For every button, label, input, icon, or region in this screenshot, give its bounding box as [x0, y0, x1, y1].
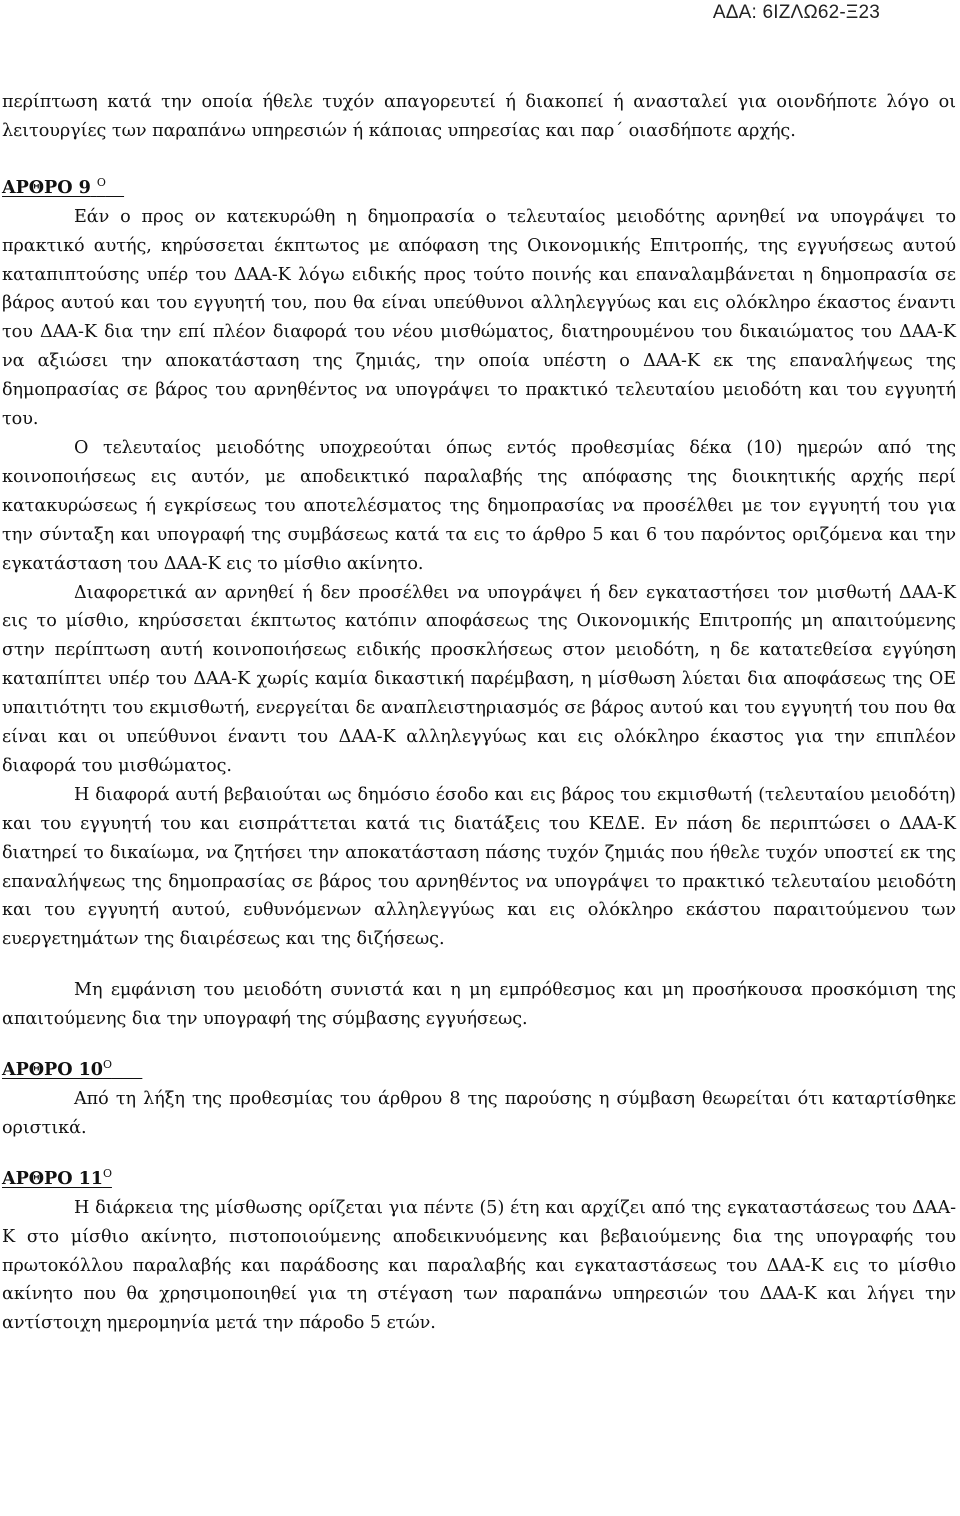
article-11-title: ΑΡΘΡΟ 11 — [2, 1167, 103, 1189]
article-11-paragraph-1: Η διάρκεια της μίσθωσης ορίζεται για πέντε (5) έτη και αρχίζει από της εγκαταστάσεως του ΔΑΑ-Κ στο μίσθιο ακίνητο, πιστοποιούμενης αποδεικνυόμενης και βεβαιούμενης δια της υπογραφής του πρωτοκόλλου παραλαβής και παράδοσης και παραλαβής και εγκαταστάσεως του ΔΑΑ-Κ εις το μίσθιο ακίνητο που θα χρησιμοποιηθεί για τη στέγαση των παραπάνω υπηρεσιών του ΔΑΑ-Κ και λήγει την αντίστοιχη ημερομηνία μετά την πάροδο 5 ετών. — [2, 1197, 956, 1334]
article-9-ordinal: Ο — [96, 175, 106, 189]
document-body — [2, 88, 956, 1338]
article-9-paragraph-1: Εάν ο προς ον κατεκυρώθη η δημοπρασία ο τελευταίος μειοδότης αρνηθεί να υπογράψει το πρακτικό αυτής, κηρύσσεται έκπτωτος με απόφαση της Οικονομικής Επιτροπής, της εγγυήσεως αυτού καταπιπτούσης υπέρ του ΔΑΑ-Κ λόγω ειδικής προς τούτο ποινής και επαναλαμβάνεται η δημοπρασία σε βάρος αυτού και του εγγυητή του, που θα είναι υπεύθυνοι αλληλεγγύως και εις ολόκληρο έκαστος έναντι του ΔΑΑ-Κ δια την επί πλέον διαφορά του νέου μισθώματος, διατηρουμένου του δικαιώματος του ΔΑΑ-Κ να αξιώσει την αποκατάσταση της ζημιάς, την οποία υπέστη ο ΔΑΑ-Κ εκ της επαναλήψεως της δημοπρασίας σε βάρος του αρνηθέντος να υπογράψει το πρακτικό τελευταίου μειοδότη και του εγγυητή του. — [2, 206, 956, 430]
spacer — [2, 146, 956, 174]
article-9-paragraph-3: Διαφορετικά αν αρνηθεί ή δεν προσέλθει να υπογράψει ή δεν εγκαταστήσει τον μισθωτή ΔΑΑ-Κ εις το μίσθιο, κηρύσσεται έκπτωτος κατόπιν αποφάσεως της Οικονομικής Επιτροπής μη απαιτούμενης στην περίπτωση αυτή κοινοποιήσεως ειδικής προσκλήσεως στον μειοδότη, η δε κατατεθείσα εγγύηση καταπίπτει υπέρ του ΔΑΑ-Κ χωρίς καμία δικαστική παρέμβαση, η μίσθωση λύεται δια αποφάσεως της ΟΕ υπαιτιότητι του εκμισθωτή, ενεργείται δε αναπλειστηριασμός σε βάρος αυτού και του εγγυητή του που θα είναι και οι υπεύθυνοι έναντι του ΔΑΑ-Κ αλληλεγγύως και εις ολόκληρο έκαστος για την επιπλέον διαφορά του μισθώματος. — [2, 582, 956, 776]
article-10-ordinal: Ο — [102, 1058, 112, 1072]
article-10-heading — [2, 1056, 956, 1085]
article-9-paragraph-2: Ο τελευταίος μειοδότης υποχρεούται όπως εντός προθεσμίας δέκα (10) ημερών από της κοινοποιήσεως εις αυτόν, με αποδεικτικό παραλαβής της απόφασης της διοικητικής αρχής περί κατακυρώσεως ή εγκρίσεως του αποτελέσματος της δημοπρασίας να προσέλθει με τον εγγυητή του για την σύνταξη και υπογραφή της συμβάσεως κατά τα εις το άρθρο 5 και 6 του παρόντος οριζόμενα και την εγκατάσταση του ΔΑΑ-Κ εις το μίσθιο ακίνητο. — [2, 437, 956, 574]
spacer — [2, 1034, 956, 1056]
article-9-title-underlined — [2, 177, 124, 198]
article-9-paragraph-5: Μη εμφάνιση του μειοδότη συνιστά και η μη εμπρόθεσμος και μη προσήκουσα προσκόμιση της απαιτούμενης δια την υπογραφή της σύμβασης εγγυήσεως. — [2, 980, 956, 1030]
article-10-paragraph-1: Από τη λήξη της προθεσμίας του άρθρου 8 της παρούσης η σύμβαση θεωρείται ότι καταρτίσθηκε οριστικά. — [2, 1089, 956, 1138]
article-9-heading — [2, 174, 956, 203]
article-9-paragraph-4: Η διαφορά αυτή βεβαιούται ως δημόσιο έσοδο και εις βάρος του εκμισθωτή (τελευταίου μειοδότη) και του εγγυητή του και εισπράττεται κατά τις διατάξεις του ΚΕΔΕ. Εν πάση δε περιπτώσει ο ΔΑΑ-Κ διατηρεί το δικαίωμα, να ζητήσει την αποκατάσταση πάσης τυχόν ζημιάς που ήθελε τυχόν υποστεί εκ της επαναλήψεως της δημοπρασίας σε βάρος του αρνηθέντος να υπογράψει το πρακτικό τελευταίου μειοδότη και του εγγυητή αυτού, ευθυνόμενων αλληλεγγύως και εις ολόκληρο εκάστου παραιτούμενου των ευεργετημάτων της διαιρέσεως και της διζήσεως. — [2, 784, 956, 950]
article-11-heading — [2, 1165, 956, 1194]
intro-paragraph: περίπτωση κατά την οποία ήθελε τυχόν απαγορευτεί ή διακοπεί ή ανασταλεί για οιονδήποτε λόγο οι λειτουργίες των παραπάνω υπηρεσιών ή κάποιας υπηρεσίας και παρ΄ οιασδήποτε αρχής. — [2, 92, 956, 141]
spacer — [2, 1143, 956, 1165]
article-9-title: ΑΡΘΡΟ 9 — [2, 176, 91, 198]
article-10-title: ΑΡΘΡΟ 10 — [2, 1059, 103, 1081]
spacer — [2, 954, 956, 976]
ada-code: ΑΔΑ: 6ΙΖΛΩ62-Ξ23 — [712, 2, 880, 23]
article-11-title-underlined — [2, 1168, 112, 1189]
article-10-title-underlined — [2, 1059, 142, 1080]
article-11-ordinal: Ο — [102, 1166, 112, 1180]
